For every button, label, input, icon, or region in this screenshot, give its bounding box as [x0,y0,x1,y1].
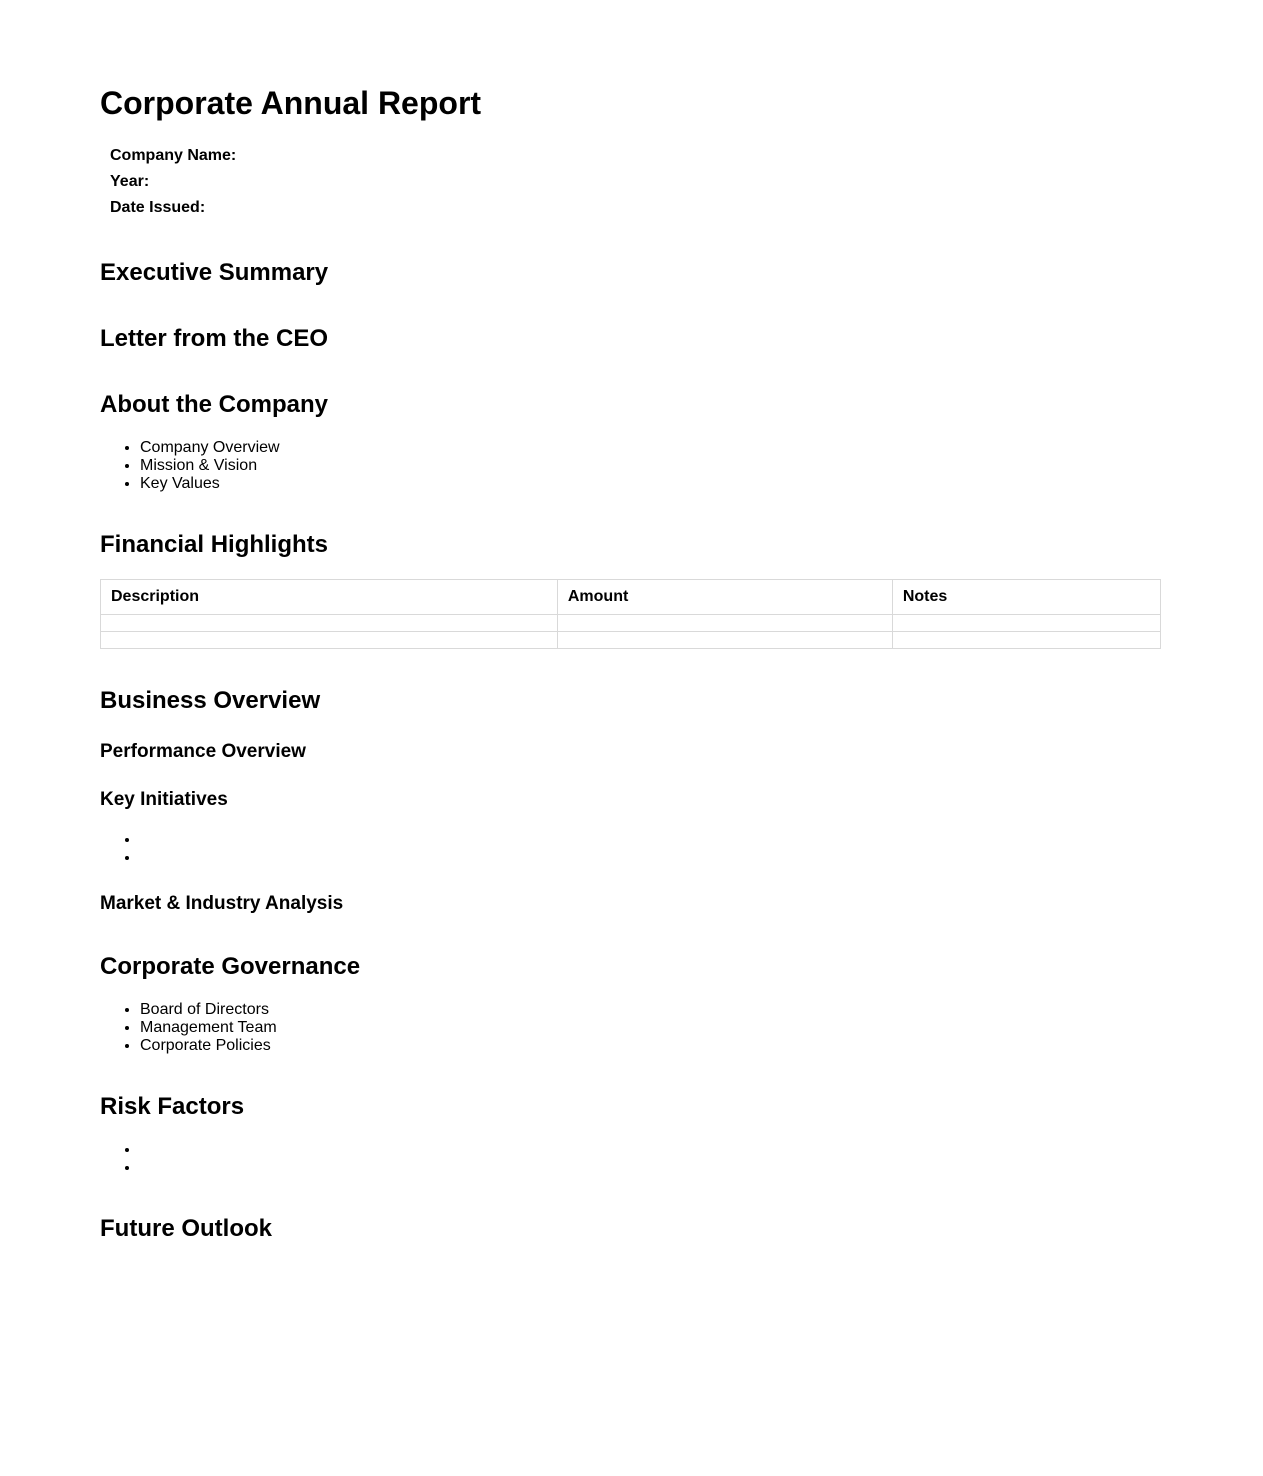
table-header-description: Description [101,580,558,615]
list-item-mission-vision: • Mission & Vision [140,457,1161,475]
subsection-heading-key-initiatives: Key Initiatives [100,789,228,810]
list-item-empty [140,831,1161,849]
about-company-list [100,439,1161,493]
section-heading-future-outlook: Future Outlook [100,1215,272,1242]
subsection-heading-market-industry-analysis: Market & Industry Analysis [100,893,344,914]
table-header-notes: Notes [892,580,1160,615]
table-row [101,632,1161,649]
year-label: Year: [110,173,150,190]
list-item-management-team: • Management Team [140,1019,1161,1037]
table-header-amount: Amount [557,580,892,615]
section-heading-financial-highlights: Financial Highlights [100,531,329,558]
date-issued-label: Date Issued: [110,199,206,216]
table-cell [557,632,892,649]
list-item-corporate-policies: • Corporate Policies [140,1037,1161,1055]
list-item-empty [140,849,1161,867]
section-heading-corporate-governance: Corporate Governance [100,953,361,980]
subsection-heading-performance-overview: Performance Overview [100,741,306,762]
list-item-empty [140,1159,1161,1177]
table-cell [557,615,892,632]
list-item-board-of-directors: • Board of Directors [140,1001,1161,1019]
section-heading-executive-summary: Executive Summary [100,259,329,286]
list-item-key-values: • Key Values [140,475,1161,493]
document-meta [110,143,1161,221]
section-heading-ceo-letter: Letter from the CEO [100,325,329,352]
table-cell [101,615,558,632]
section-heading-risk-factors: Risk Factors [100,1093,245,1120]
table-cell [892,632,1160,649]
risk-factors-list [100,1141,1161,1177]
key-initiatives-list [100,831,1161,867]
document-title: Corporate Annual Report [100,85,482,121]
list-item-company-overview: • Company Overview [140,439,1161,457]
table-cell [892,615,1160,632]
list-item-empty [140,1141,1161,1159]
corporate-governance-list [100,1001,1161,1055]
section-heading-about-company: About the Company [100,391,328,418]
table-row [101,615,1161,632]
company-name-label: Company Name: [110,147,237,164]
section-heading-business-overview: Business Overview [100,687,321,714]
table-header-row [101,580,1161,615]
financial-highlights-table [100,579,1161,649]
table-cell [101,632,558,649]
